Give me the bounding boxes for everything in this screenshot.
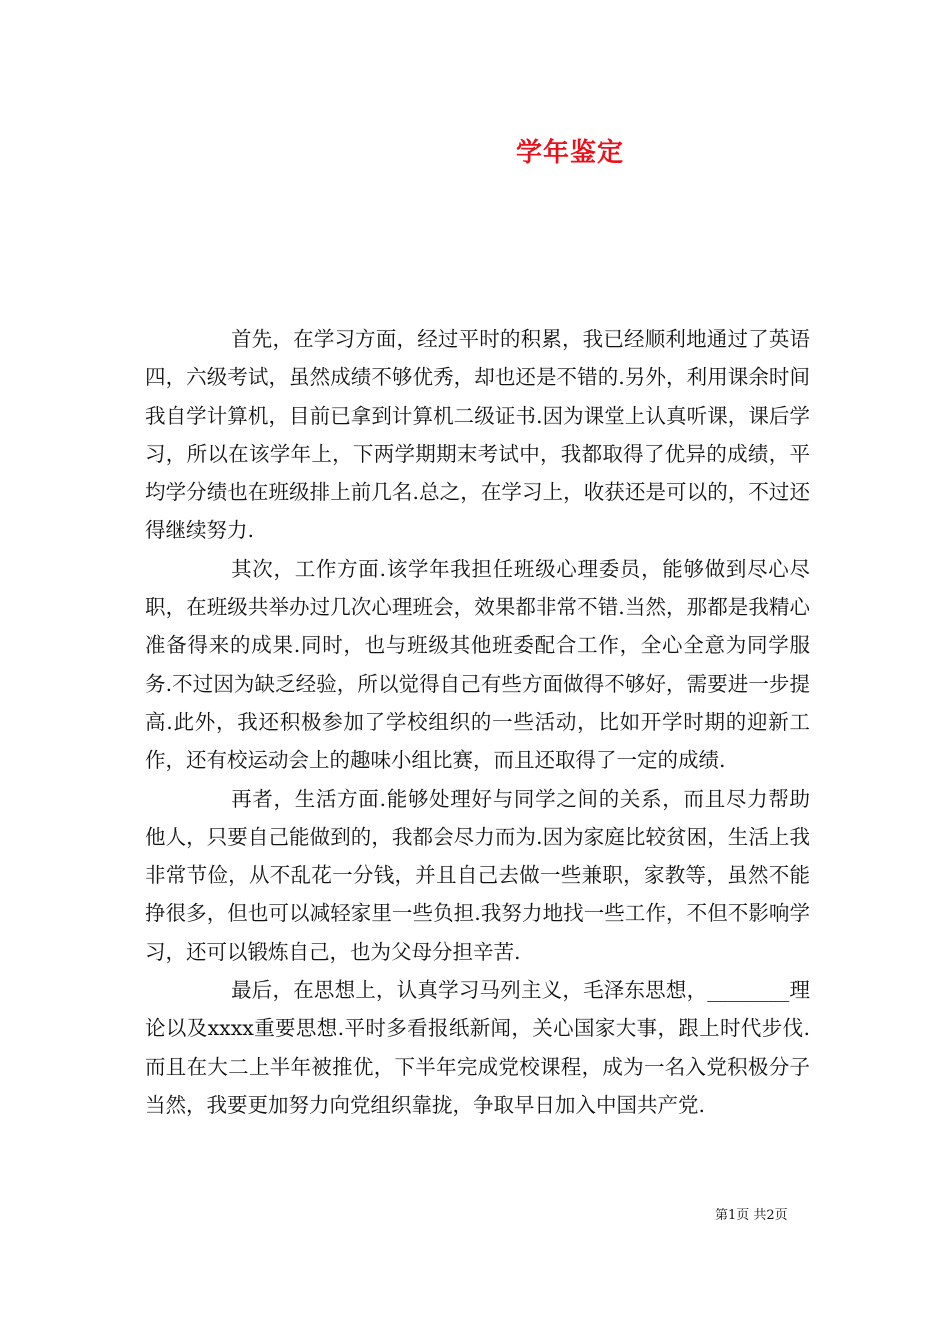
paragraph-life: 再者，生活方面.能够处理好与同学之间的关系，而且尽力帮助他人，只要自己能做到的，我都会尽力而为.因为家庭比较贫困，生活上我非常节俭，从不乱花一分钱，并且自己去做一些兼职，家教等，虽然不能挣很多，但也可以减轻家里一些负担.我努力地找一些工作，不但不影响学习，还可以锻炼自己，也为父母分担辛苦. bbox=[145, 786, 810, 964]
document-body bbox=[145, 320, 810, 1124]
paragraph-thought: 最后，在思想上，认真学习马列主义，毛泽东思想，________理论以及xxxx重要思想.平时多看报纸新闻，关心国家大事，跟上时代步伐.而且在大二上半年被推优，下半年完成党校课程，成为一名入党积极分子当然，我要更加努力向党组织靠拢，争取早日加入中国共产党. bbox=[145, 978, 810, 1117]
paragraph-work: 其次，工作方面.该学年我担任班级心理委员，能够做到尽心尽职，在班级共举办过几次心理班会，效果都非常不错.当然，那都是我精心准备得来的成果.同时，也与班级其他班委配合工作，全心全意为同学服务.不过因为缺乏经验，所以觉得自己有些方面做得不够好，需要进一步提高.此外，我还积极参加了学校组织的一些活动，比如开学时期的迎新工作，还有校运动会上的趣味小组比赛，而且还取得了一定的成绩. bbox=[145, 556, 810, 773]
document-title: 学年鉴定 bbox=[515, 138, 624, 168]
paragraph-study: 首先，在学习方面，经过平时的积累，我已经顺利地通过了英语四，六级考试，虽然成绩不够优秀，却也还是不错的.另外，利用课余时间我自学计算机，目前已拿到计算机二级证书.因为课堂上认真听课，课后学习，所以在该学年上，下两学期期末考试中，我都取得了优异的成绩，平均学分绩也在班级排上前几名.总之，在学习上，收获还是可以的，不过还得继续努力. bbox=[145, 327, 810, 543]
page-number-footer: 第1页 共2页 bbox=[715, 1208, 788, 1223]
